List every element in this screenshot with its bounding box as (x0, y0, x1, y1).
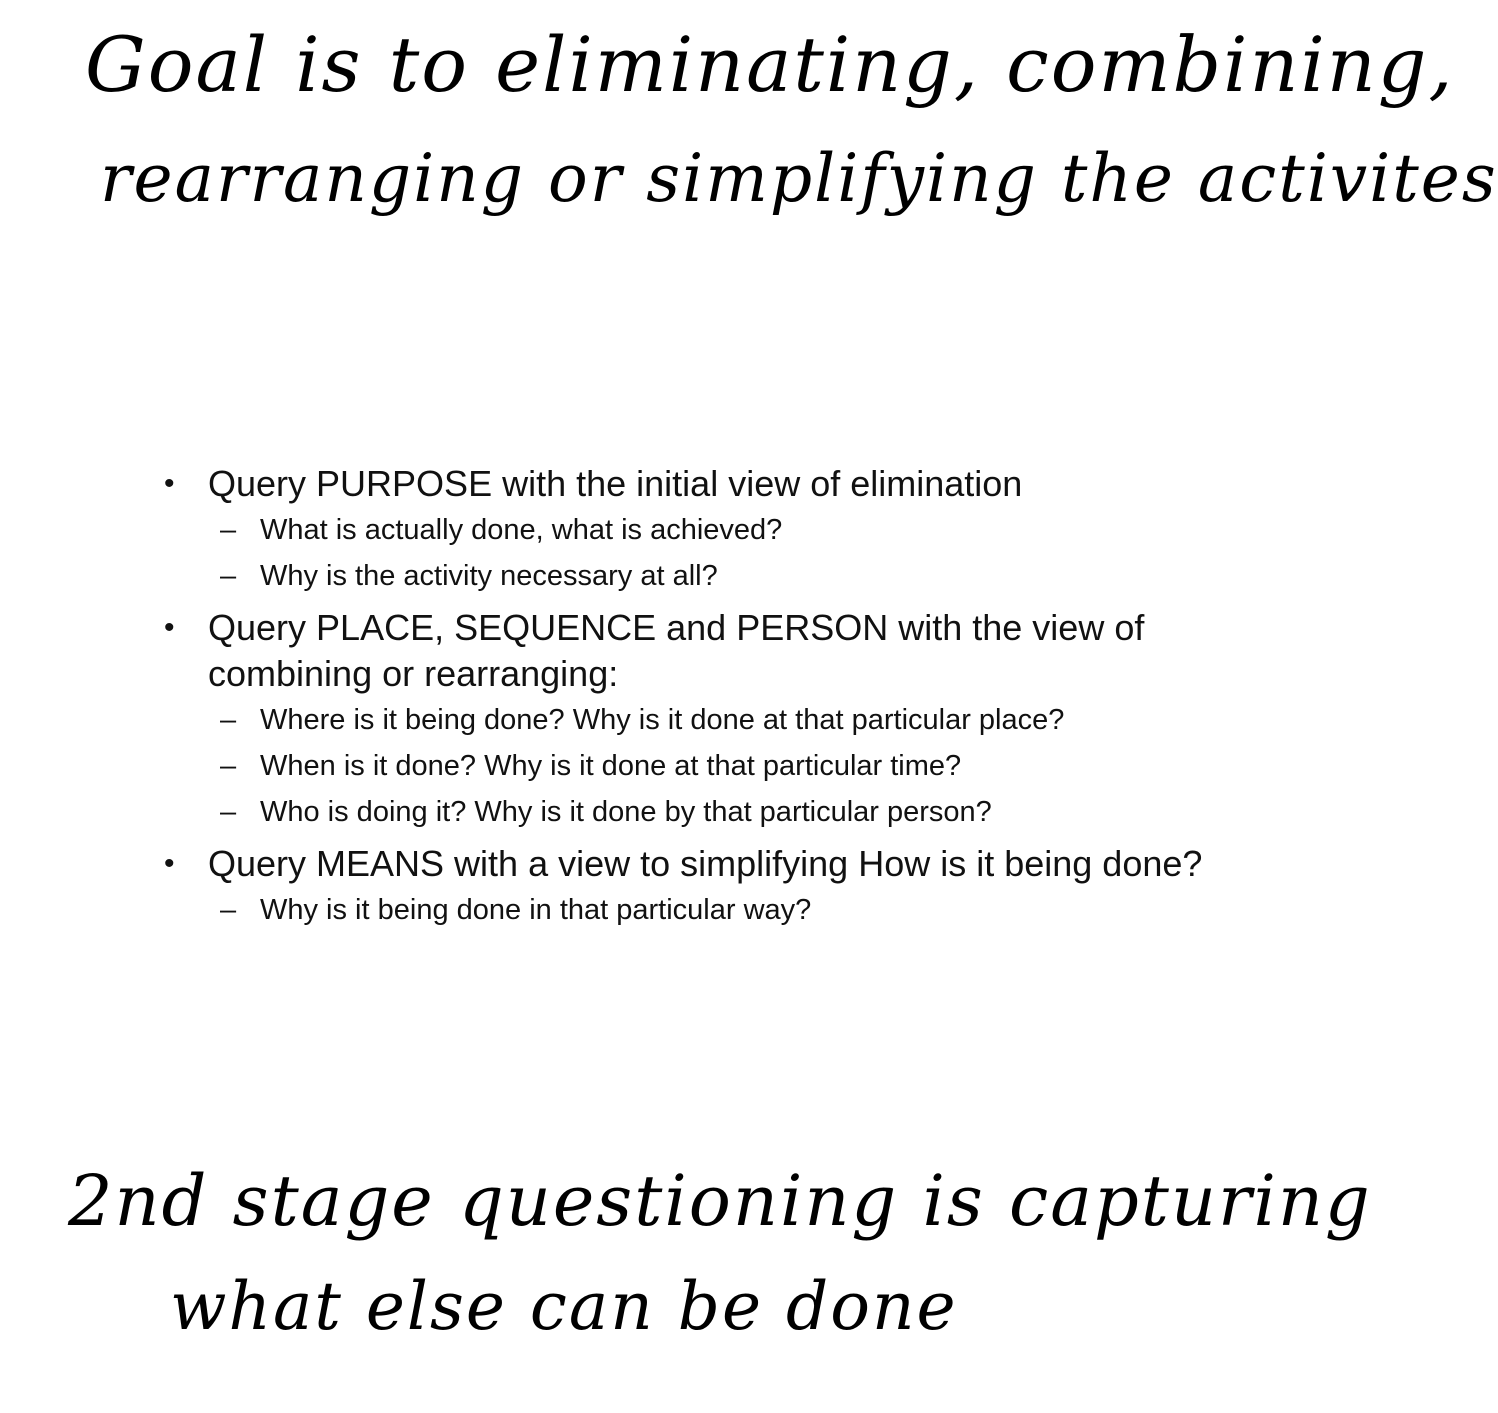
sub-bullet-text: When is it done? Why is it done at that particular time? (260, 750, 962, 782)
bullet-item (160, 461, 1220, 507)
bullet-item (160, 605, 1220, 697)
sub-bullet-item (160, 743, 1220, 789)
handwritten-note-bottom-line-2: what else can be done (170, 1268, 958, 1345)
sub-bullet-item (160, 697, 1220, 743)
sub-bullet-item (160, 553, 1220, 599)
sub-bullet-dash: – (220, 514, 237, 546)
slide-bullet-list (160, 455, 1220, 933)
bullet-text: Query PLACE, SEQUENCE and PERSON with the view of combining or rearranging: (208, 607, 1145, 694)
bullet-text: Query MEANS with a view to simplifying How is it being done? (208, 843, 1203, 884)
bullet-text: Query PURPOSE with the initial view of elimination (208, 463, 1023, 504)
sub-bullet-text: Why is the activity necessary at all? (260, 560, 718, 592)
sub-bullet-item (160, 789, 1220, 835)
sub-bullet-dash: – (220, 750, 237, 782)
bullet-item (160, 841, 1220, 887)
sub-bullet-dash: – (220, 560, 237, 592)
handwritten-note-top-line-1: Goal is to eliminating, combining, (85, 20, 1455, 109)
handwritten-note-bottom-line-1: 2nd stage questioning is capturing (68, 1160, 1372, 1242)
sub-bullet-item (160, 507, 1220, 553)
sub-bullet-text: Who is doing it? Why is it done by that particular person? (260, 796, 992, 828)
bullet-dot: • (164, 611, 175, 644)
sub-bullet-text: What is actually done, what is achieved? (260, 514, 783, 546)
bullet-dot: • (164, 847, 175, 880)
sub-bullet-item (160, 887, 1220, 933)
sub-bullet-dash: – (220, 704, 237, 736)
sub-bullet-text: Why is it being done in that particular way? (260, 894, 812, 926)
sub-bullet-text: Where is it being done? Why is it done at that particular place? (260, 704, 1065, 736)
sub-bullet-dash: – (220, 894, 237, 926)
bullet-dot: • (164, 467, 175, 500)
handwritten-note-top-line-2: rearranging or simplifying the activites (100, 140, 1498, 217)
sub-bullet-dash: – (220, 796, 237, 828)
